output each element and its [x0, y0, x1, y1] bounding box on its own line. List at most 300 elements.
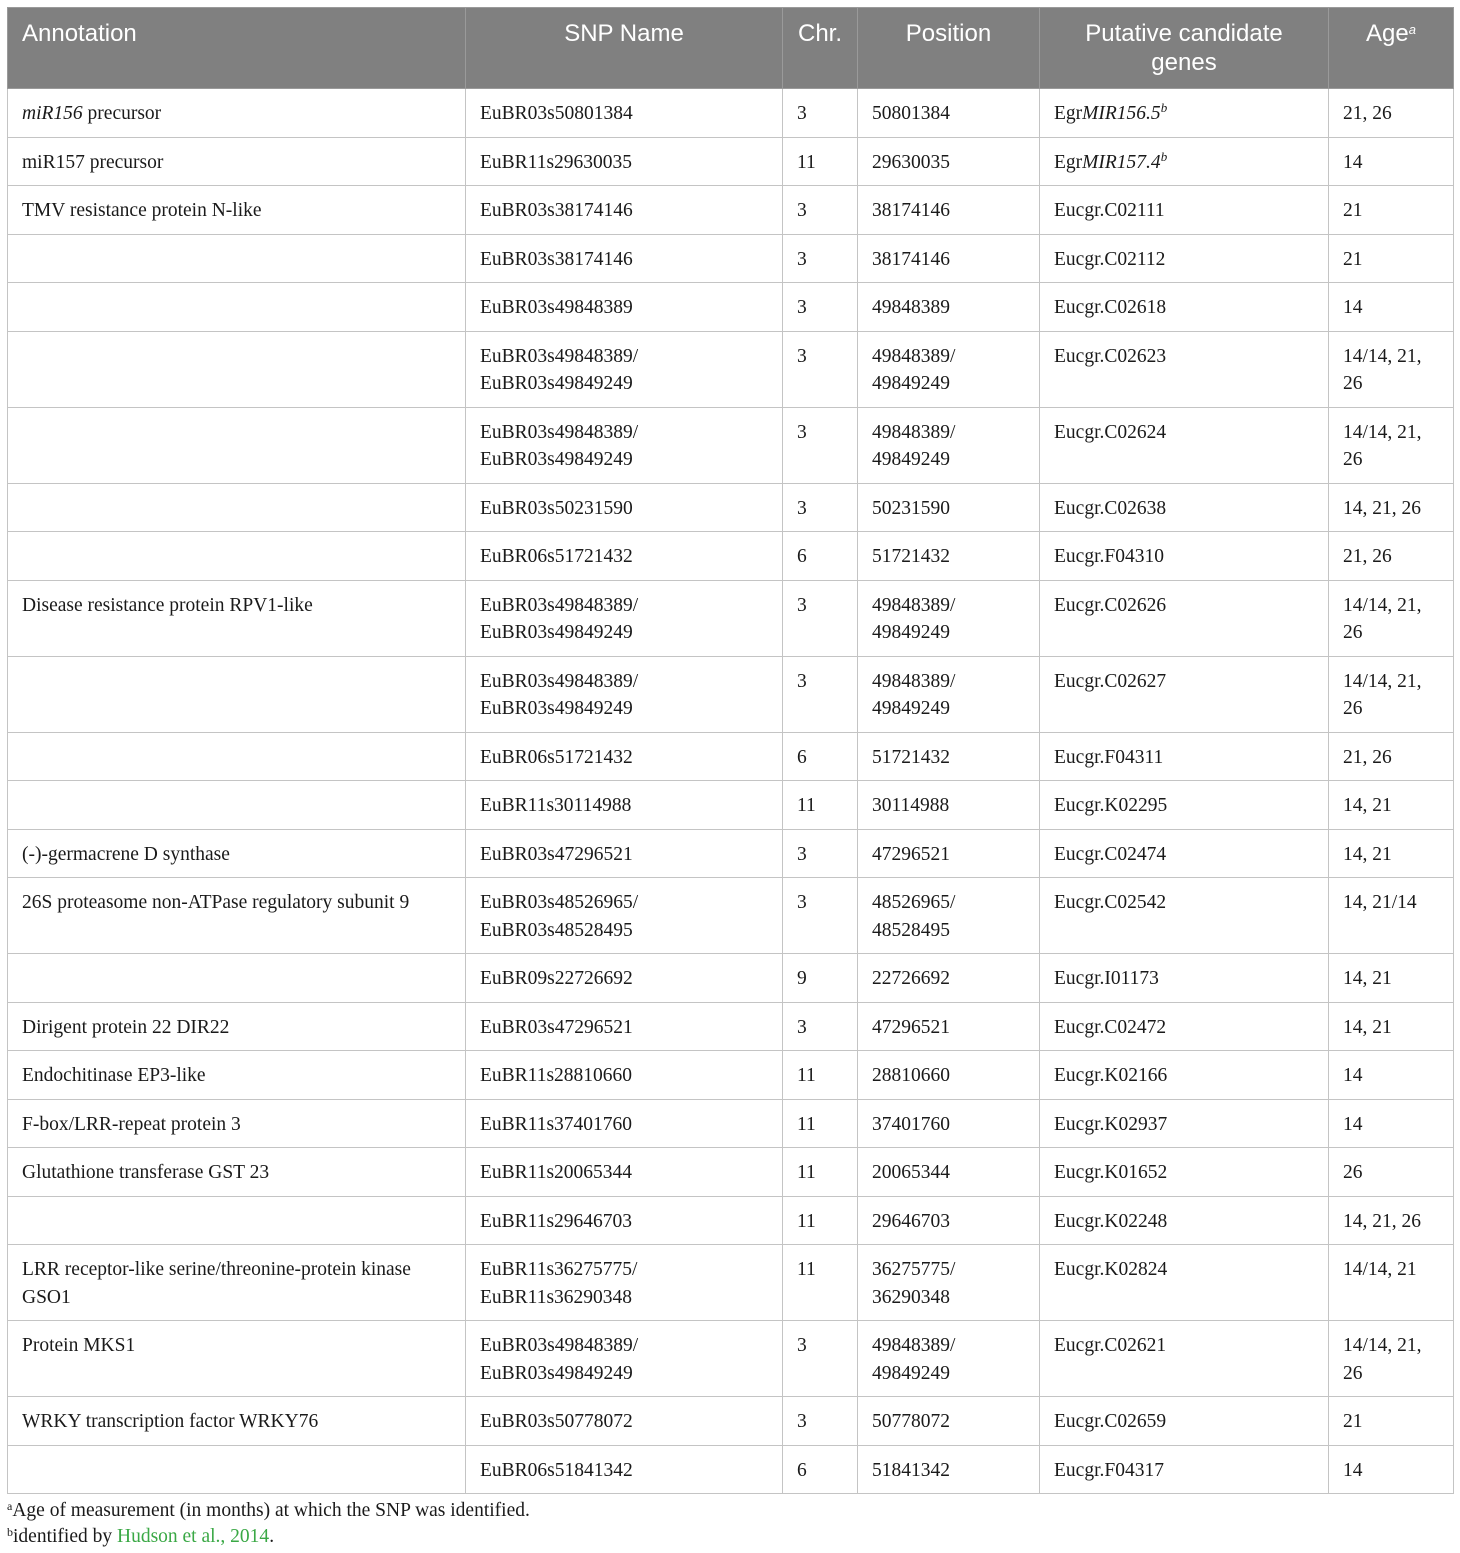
table-row: [8, 532, 1454, 581]
age-cell: [1329, 283, 1454, 332]
position-cell: [858, 954, 1040, 1003]
annotation-text: Protein MKS1: [22, 1335, 136, 1356]
snp-name-text: EuBR11s30114988: [480, 795, 632, 816]
chr-text: 3: [797, 1335, 807, 1356]
annotation-text: 26S proteasome non-ATPase regulatory subunit 9: [22, 892, 410, 913]
candidate-gene-cell: [1040, 1397, 1329, 1446]
annotation-cell: [8, 1002, 466, 1051]
chr-text: 6: [797, 1459, 807, 1481]
annotation-cell: [8, 1099, 466, 1148]
gene-prefix-text: Egr: [1054, 103, 1083, 124]
age-text: 14, 21: [1343, 843, 1392, 865]
candidate-gene-cell: [1040, 407, 1329, 483]
annotation-text: Disease resistance protein RPV1-like: [22, 594, 313, 616]
gene-footnote-marker: b: [1160, 148, 1168, 164]
table-row: [8, 954, 1454, 1003]
position-cell: [858, 1099, 1040, 1148]
snp-name-cell: [466, 186, 783, 235]
header-putative-candidate-genes: Putative candidate genes: [1040, 8, 1329, 89]
position-text: 49849249: [872, 449, 950, 470]
gene-text: Eucgr.F04311: [1054, 746, 1164, 768]
snp-name-text: EuBR11s36290348: [480, 1286, 633, 1308]
candidate-gene-cell: [1040, 1245, 1329, 1321]
snp-name-cell: [466, 1321, 783, 1397]
header-row: [8, 8, 1454, 89]
annotation-cell: [8, 1148, 466, 1197]
position-cell: [858, 407, 1040, 483]
age-text: 21, 26: [1343, 546, 1392, 567]
gene-text: Eucgr.C02624: [1054, 421, 1167, 443]
annotation-cell: [8, 234, 466, 283]
snp-name-cell: [466, 532, 783, 581]
age-text: 14: [1343, 1113, 1363, 1135]
age-cell: [1329, 331, 1454, 407]
age-cell: [1329, 483, 1454, 532]
table-row: [8, 1445, 1454, 1494]
annotation-cell: [8, 1245, 466, 1321]
age-text: 14/14, 21, 26: [1343, 670, 1422, 719]
position-text: 37401760: [872, 1113, 950, 1135]
chr-cell: [783, 1445, 858, 1494]
age-cell: [1329, 878, 1454, 954]
snp-name-cell: [466, 331, 783, 407]
age-cell: [1329, 1397, 1454, 1446]
candidate-gene-cell: [1040, 483, 1329, 532]
snp-name-text: EuBR03s49848389/: [480, 594, 639, 616]
position-text: 48526965/: [872, 892, 956, 913]
chr-cell: [783, 483, 858, 532]
gene-text: Eucgr.K02166: [1054, 1065, 1168, 1086]
position-cell: [858, 781, 1040, 830]
gene-text: Eucgr.C02111: [1054, 200, 1165, 221]
age-text: 14/14, 21, 26: [1343, 594, 1422, 643]
age-text: 14, 21, 26: [1343, 497, 1421, 519]
gene-text: Eucgr.C02618: [1054, 297, 1167, 318]
snp-name-cell: [466, 1099, 783, 1148]
snp-name-text: EuBR11s29646703: [480, 1210, 633, 1232]
chr-text: 3: [797, 248, 807, 270]
age-text: 14/14, 21, 26: [1343, 1335, 1422, 1384]
snp-name-cell: [466, 1148, 783, 1197]
chr-text: 3: [797, 200, 807, 221]
chr-cell: [783, 1148, 858, 1197]
position-cell: [858, 656, 1040, 732]
candidate-gene-cell: [1040, 954, 1329, 1003]
age-text: 14, 21: [1343, 968, 1392, 989]
snp-name-text: EuBR03s50231590: [480, 497, 633, 519]
chr-text: 3: [797, 1016, 807, 1038]
age-text: 14, 21/14: [1343, 892, 1417, 913]
annotation-cell: [8, 186, 466, 235]
annotation-cell: [8, 781, 466, 830]
chr-cell: [783, 878, 858, 954]
position-cell: [858, 829, 1040, 878]
chr-text: 11: [797, 151, 816, 173]
snp-name-cell: [466, 829, 783, 878]
chr-cell: [783, 1321, 858, 1397]
chr-cell: [783, 186, 858, 235]
snp-name-text: EuBR06s51721432: [480, 546, 633, 567]
snp-name-cell: [466, 1245, 783, 1321]
chr-text: 11: [797, 795, 816, 816]
position-text: 49849249: [872, 622, 950, 643]
age-text: 21, 26: [1343, 103, 1392, 124]
chr-text: 3: [797, 297, 807, 318]
position-cell: [858, 283, 1040, 332]
age-text: 14: [1343, 151, 1363, 173]
annotation-italic-text: miR156: [22, 103, 83, 124]
position-text: 36275775/: [872, 1259, 956, 1280]
chr-text: 3: [797, 1411, 807, 1432]
snp-name-cell: [466, 407, 783, 483]
chr-text: 6: [797, 746, 807, 768]
chr-cell: [783, 1245, 858, 1321]
age-text: 14: [1343, 1065, 1363, 1086]
position-cell: [858, 1445, 1040, 1494]
position-text: 49848389/: [872, 345, 956, 367]
position-text: 49848389/: [872, 1335, 956, 1356]
chr-text: 3: [797, 497, 807, 519]
chr-text: 11: [797, 1113, 816, 1135]
candidate-gene-cell: [1040, 1321, 1329, 1397]
table-row: [8, 1002, 1454, 1051]
footnote-b-marker: b: [7, 1524, 13, 1539]
candidate-gene-cell: [1040, 186, 1329, 235]
candidate-gene-cell: [1040, 137, 1329, 186]
snp-name-text: EuBR03s49849249: [480, 1362, 633, 1384]
annotation-cell: [8, 954, 466, 1003]
annotation-text: Dirigent protein 22 DIR22: [22, 1016, 230, 1038]
gene-italic-text: MIR156.5: [1082, 103, 1161, 124]
header-age: [1329, 8, 1454, 89]
position-text: 51721432: [872, 746, 950, 768]
snp-name-cell: [466, 1196, 783, 1245]
snp-name-text: EuBR11s28810660: [480, 1065, 633, 1086]
annotation-text: F-box/LRR-repeat protein 3: [22, 1113, 241, 1135]
age-text: 14: [1343, 297, 1363, 318]
snp-name-text: EuBR03s49849249: [480, 698, 633, 719]
header-annotation: Annotation: [8, 8, 466, 89]
footnote-b-text: identified by: [13, 1525, 117, 1547]
candidate-gene-cell: [1040, 532, 1329, 581]
annotation-text: LRR receptor-like serine/threonine-protein kinase GSO1: [22, 1259, 411, 1308]
chr-cell: [783, 283, 858, 332]
chr-cell: [783, 954, 858, 1003]
annotation-cell: [8, 89, 466, 138]
candidate-gene-cell: [1040, 331, 1329, 407]
candidate-gene-cell: [1040, 781, 1329, 830]
chr-cell: [783, 829, 858, 878]
annotation-text: precursor: [82, 103, 162, 124]
position-text: 50778072: [872, 1411, 950, 1432]
chr-text: 3: [797, 103, 807, 124]
position-text: 50801384: [872, 103, 950, 124]
table-row: [8, 1051, 1454, 1100]
footnote-a-text: Age of measurement (in months) at which the SNP was identified.: [12, 1500, 530, 1521]
annotation-cell: [8, 283, 466, 332]
age-cell: [1329, 580, 1454, 656]
hudson-2014-citation-link[interactable]: Hudson et al., 2014: [116, 1525, 270, 1547]
candidate-gene-cell: [1040, 234, 1329, 283]
table-row: [8, 407, 1454, 483]
chr-cell: [783, 656, 858, 732]
age-cell: [1329, 1051, 1454, 1100]
snp-name-text: EuBR11s29630035: [480, 151, 633, 173]
candidate-gene-cell: [1040, 829, 1329, 878]
annotation-text: Glutathione transferase GST 23: [22, 1162, 270, 1183]
snp-name-cell: [466, 954, 783, 1003]
table-row: [8, 1196, 1454, 1245]
snp-name-cell: [466, 1051, 783, 1100]
age-text: 14, 21: [1343, 1016, 1392, 1038]
chr-cell: [783, 137, 858, 186]
age-cell: [1329, 732, 1454, 781]
position-cell: [858, 732, 1040, 781]
snp-name-text: EuBR06s51721432: [480, 746, 633, 768]
candidate-gene-cell: [1040, 283, 1329, 332]
position-cell: [858, 89, 1040, 138]
snp-name-cell: [466, 580, 783, 656]
snp-name-cell: [466, 483, 783, 532]
snp-name-cell: [466, 1445, 783, 1494]
snp-name-text: EuBR03s49848389/: [480, 670, 639, 692]
gene-text: Eucgr.C02626: [1054, 594, 1167, 616]
candidate-gene-cell: [1040, 1051, 1329, 1100]
position-cell: [858, 234, 1040, 283]
chr-text: 6: [797, 546, 807, 567]
position-cell: [858, 186, 1040, 235]
footnotes: [7, 1498, 1453, 1549]
snp-name-text: EuBR11s36275775/: [480, 1259, 638, 1280]
gene-text: Eucgr.C02623: [1054, 345, 1167, 367]
snp-name-text: EuBR03s47296521: [480, 843, 633, 865]
table-row: [8, 186, 1454, 235]
age-text: 21: [1343, 248, 1363, 270]
age-cell: [1329, 829, 1454, 878]
snp-name-text: EuBR03s50801384: [480, 103, 633, 124]
chr-text: 3: [797, 594, 807, 616]
snp-name-cell: [466, 1002, 783, 1051]
annotation-cell: [8, 331, 466, 407]
position-text: 20065344: [872, 1162, 950, 1183]
gene-text: Eucgr.C02542: [1054, 892, 1167, 913]
snp-name-text: EuBR09s22726692: [480, 968, 633, 989]
table-row: [8, 580, 1454, 656]
candidate-gene-cell: [1040, 580, 1329, 656]
age-text: 14, 21, 26: [1343, 1210, 1421, 1232]
chr-text: 9: [797, 968, 807, 989]
chr-cell: [783, 732, 858, 781]
snp-name-text: EuBR03s49848389/: [480, 345, 639, 367]
candidate-gene-cell: [1040, 1002, 1329, 1051]
chr-cell: [783, 781, 858, 830]
snp-name-text: EuBR03s50778072: [480, 1411, 633, 1432]
gene-text: Eucgr.F04317: [1054, 1459, 1164, 1481]
gene-text: Eucgr.C02659: [1054, 1411, 1167, 1432]
chr-cell: [783, 234, 858, 283]
gene-prefix-text: Egr: [1054, 151, 1083, 173]
chr-cell: [783, 89, 858, 138]
chr-text: 3: [797, 345, 807, 367]
age-cell: [1329, 1196, 1454, 1245]
snp-name-text: EuBR03s49849249: [480, 373, 633, 394]
snp-name-cell: [466, 283, 783, 332]
age-cell: [1329, 1321, 1454, 1397]
chr-cell: [783, 1397, 858, 1446]
position-cell: [858, 532, 1040, 581]
chr-cell: [783, 580, 858, 656]
age-text: 14: [1343, 1459, 1363, 1481]
age-cell: [1329, 1445, 1454, 1494]
header-snp-name: SNP Name: [466, 8, 783, 89]
gene-text: Eucgr.C02638: [1054, 497, 1167, 519]
table-row: [8, 1245, 1454, 1321]
position-text: 48528495: [872, 919, 950, 941]
annotation-text: WRKY transcription factor WRKY76: [22, 1411, 319, 1432]
position-cell: [858, 878, 1040, 954]
table-row: [8, 656, 1454, 732]
age-cell: [1329, 137, 1454, 186]
annotation-cell: [8, 407, 466, 483]
position-text: 47296521: [872, 843, 950, 865]
annotation-cell: [8, 1196, 466, 1245]
snp-name-cell: [466, 137, 783, 186]
age-cell: [1329, 1002, 1454, 1051]
position-text: 30114988: [872, 795, 950, 816]
chr-text: 11: [797, 1259, 816, 1280]
annotation-cell: [8, 532, 466, 581]
footnote-b-suffix: .: [269, 1525, 275, 1547]
footnote-a: [7, 1498, 1453, 1524]
header-age-label: Age: [1366, 20, 1409, 47]
snp-name-text: EuBR03s48526965/: [480, 892, 639, 913]
gene-text: Eucgr.K02248: [1054, 1210, 1168, 1232]
position-text: 38174146: [872, 248, 950, 270]
table-row: [8, 1148, 1454, 1197]
table-row: [8, 781, 1454, 830]
snp-candidate-genes-table: [7, 7, 1454, 1494]
table-row: [8, 1099, 1454, 1148]
chr-cell: [783, 532, 858, 581]
position-text: 49848389/: [872, 421, 956, 443]
snp-name-text: EuBR11s20065344: [480, 1162, 633, 1183]
table-row: [8, 234, 1454, 283]
annotation-cell: [8, 1051, 466, 1100]
position-cell: [858, 137, 1040, 186]
gene-text: Eucgr.C02621: [1054, 1335, 1167, 1356]
age-cell: [1329, 656, 1454, 732]
table-row: [8, 732, 1454, 781]
annotation-cell: [8, 829, 466, 878]
age-cell: [1329, 89, 1454, 138]
snp-name-text: EuBR03s38174146: [480, 248, 633, 270]
table-row: [8, 89, 1454, 138]
age-text: 21, 26: [1343, 746, 1392, 768]
position-text: 51841342: [872, 1459, 950, 1481]
annotation-cell: [8, 656, 466, 732]
snp-name-cell: [466, 732, 783, 781]
chr-cell: [783, 1196, 858, 1245]
footnote-a-marker: a: [7, 1499, 13, 1513]
annotation-cell: [8, 580, 466, 656]
position-cell: [858, 483, 1040, 532]
snp-name-text: EuBR03s49849249: [480, 622, 633, 643]
position-cell: [858, 331, 1040, 407]
candidate-gene-cell: [1040, 1148, 1329, 1197]
annotation-cell: [8, 1397, 466, 1446]
snp-name-text: EuBR03s47296521: [480, 1016, 633, 1038]
footnote-b: [7, 1524, 1453, 1550]
age-text: 14/14, 21, 26: [1343, 345, 1422, 394]
chr-cell: [783, 1002, 858, 1051]
candidate-gene-cell: [1040, 656, 1329, 732]
age-text: 14, 21: [1343, 795, 1392, 816]
position-text: 49848389/: [872, 594, 956, 616]
chr-cell: [783, 331, 858, 407]
gene-text: Eucgr.F04310: [1054, 546, 1164, 567]
snp-name-text: EuBR06s51841342: [480, 1459, 633, 1481]
table-row: [8, 829, 1454, 878]
age-cell: [1329, 407, 1454, 483]
age-cell: [1329, 954, 1454, 1003]
position-text: 49849249: [872, 1362, 950, 1384]
annotation-cell: [8, 483, 466, 532]
age-text: 14/14, 21, 26: [1343, 421, 1422, 470]
gene-text: Eucgr.C02112: [1054, 248, 1166, 270]
gene-text: Eucgr.K02824: [1054, 1259, 1168, 1280]
position-text: 49848389: [872, 297, 950, 318]
position-text: 29646703: [872, 1210, 950, 1232]
snp-name-cell: [466, 89, 783, 138]
position-text: 22726692: [872, 968, 950, 989]
chr-cell: [783, 1051, 858, 1100]
chr-text: 3: [797, 670, 807, 692]
header-chr: Chr.: [783, 8, 858, 89]
snp-name-cell: [466, 234, 783, 283]
position-cell: [858, 1148, 1040, 1197]
annotation-text: miR157 precursor: [22, 151, 164, 173]
chr-text: 11: [797, 1065, 816, 1086]
age-cell: [1329, 1245, 1454, 1321]
position-text: 50231590: [872, 497, 950, 519]
chr-text: 11: [797, 1210, 816, 1232]
table-row: [8, 878, 1454, 954]
snp-name-text: EuBR03s38174146: [480, 200, 633, 221]
position-text: 29630035: [872, 151, 950, 173]
candidate-gene-cell: [1040, 1099, 1329, 1148]
age-text: 26: [1343, 1162, 1363, 1183]
age-text: 14/14, 21: [1343, 1259, 1417, 1280]
age-cell: [1329, 234, 1454, 283]
position-cell: [858, 1245, 1040, 1321]
age-cell: [1329, 781, 1454, 830]
table-body: [8, 89, 1454, 1494]
position-cell: [858, 1196, 1040, 1245]
snp-name-cell: [466, 656, 783, 732]
chr-cell: [783, 1099, 858, 1148]
annotation-cell: [8, 878, 466, 954]
age-text: 21: [1343, 1411, 1363, 1432]
header-position: Position: [858, 8, 1040, 89]
gene-text: Eucgr.K01652: [1054, 1162, 1168, 1183]
annotation-text: TMV resistance protein N-like: [22, 200, 262, 221]
table-row: [8, 1397, 1454, 1446]
annotation-cell: [8, 1445, 466, 1494]
chr-text: 3: [797, 892, 807, 913]
table-row: [8, 483, 1454, 532]
candidate-gene-cell: [1040, 1445, 1329, 1494]
header-age-footnote-marker: a: [1408, 22, 1416, 37]
